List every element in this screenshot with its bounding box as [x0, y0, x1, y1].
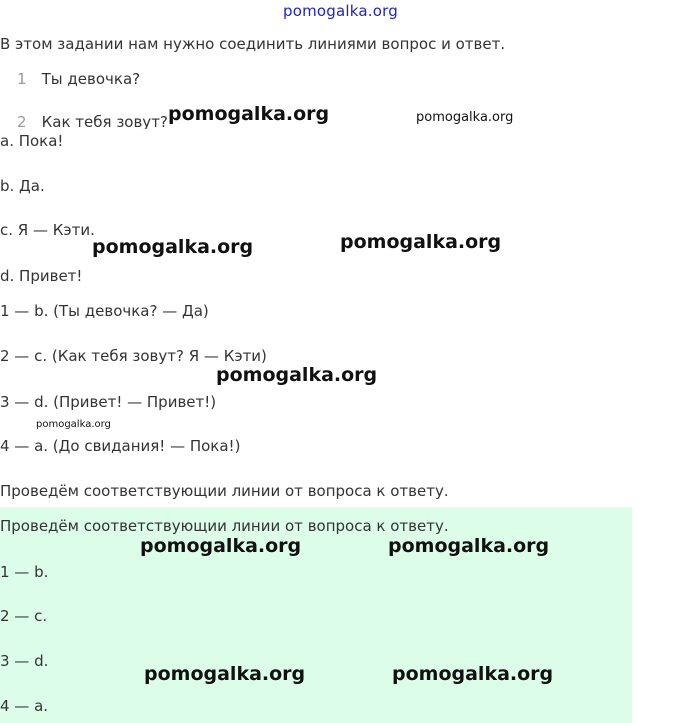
question-text: Ты девочка? — [41, 70, 141, 88]
option-a: a. Пока! — [0, 132, 64, 150]
watermark: pomogalka.org — [388, 535, 550, 557]
option-b: b. Да. — [0, 177, 45, 195]
watermark: pomogalka.org — [340, 231, 502, 253]
watermark: pomogalka.org — [92, 236, 254, 258]
option-c: c. Я — Кэти. — [0, 221, 95, 239]
question-text: Как тебя зовут? — [41, 113, 168, 129]
question-number: 1 — [17, 70, 27, 88]
option-d: d. Привет! — [0, 267, 83, 285]
watermark: pomogalka.org — [392, 663, 554, 685]
question-item-clipped — [0, 108, 680, 129]
answer-line-3: 3 — d. — [0, 652, 49, 670]
answer-title: Проведём соответствующии линии от вопроса к ответу. — [0, 517, 449, 535]
match-line-4: 4 — a. (До свидания! — Пока!) — [0, 437, 241, 455]
watermark: pomogalka.org — [144, 663, 306, 685]
match-line-1: 1 — b. (Ты девочка? — Да) — [0, 302, 209, 320]
answer-line-4: 4 — a. — [0, 697, 49, 715]
watermark: pomogalka.org — [36, 419, 111, 430]
watermark: pomogalka.org — [168, 103, 330, 125]
match-line-3: 3 — d. (Привет! — Привет!) — [0, 393, 217, 411]
watermark: pomogalka.org — [216, 364, 378, 386]
task-intro: В этом задании нам нужно соединить линиями вопрос и ответ. — [0, 35, 506, 53]
match-line-2: 2 — c. (Как тебя зовут? Я — Кэти) — [0, 347, 267, 365]
watermark: pomogalka.org — [416, 110, 514, 125]
question-item — [17, 69, 140, 88]
question-number: 2 — [17, 113, 27, 129]
answer-line-1: 1 — b. — [0, 563, 49, 581]
answer-line-2: 2 — c. — [0, 607, 48, 625]
site-mark: pomogalka.org — [283, 2, 398, 20]
conclusion-text: Проведём соответствующии линии от вопроса к ответу. — [0, 482, 449, 500]
watermark: pomogalka.org — [140, 535, 302, 557]
